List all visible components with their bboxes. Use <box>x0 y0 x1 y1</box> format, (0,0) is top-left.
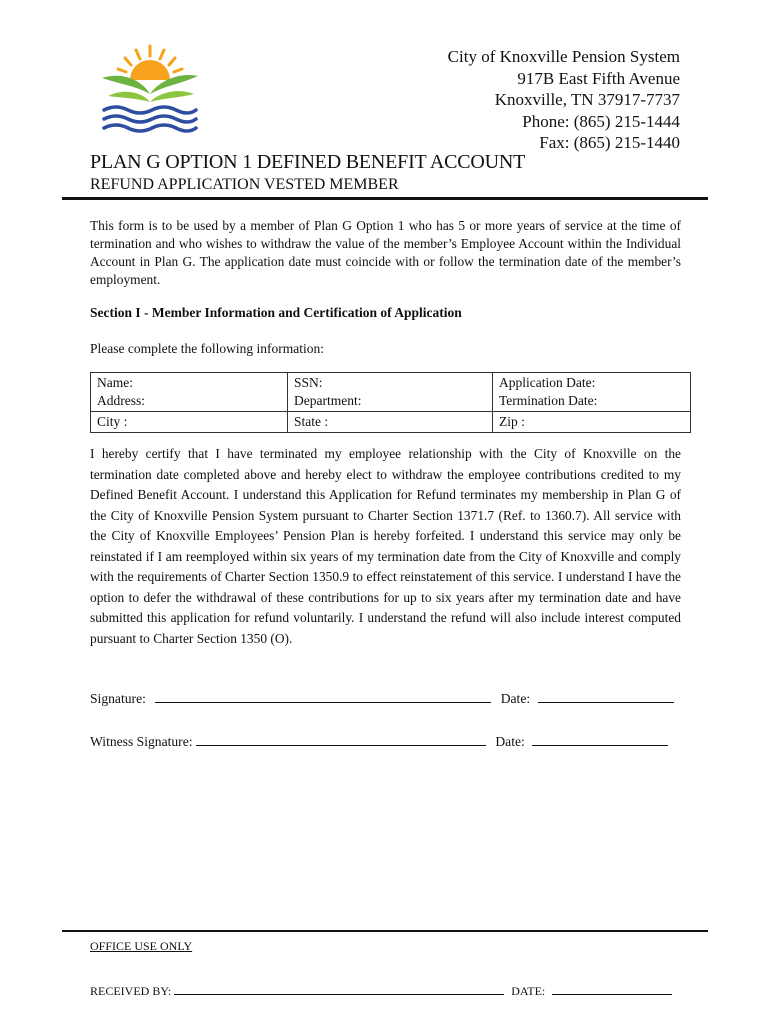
header-divider <box>62 197 708 200</box>
member-info-table <box>90 372 691 433</box>
intro-paragraph: This form is to be used by a member of Plan G Option 1 who has 5 or more years of service at the time of termination and who wishes to withdraw the value of the member’s Employee Account within the Individual Account in Plan G. The application date must coincide with or follow the termination date of the member’s employment. <box>90 218 681 287</box>
fax-number: Fax: (865) 215-1440 <box>539 133 680 152</box>
witness-date-field[interactable] <box>532 730 668 746</box>
name-field[interactable] <box>91 373 288 412</box>
signature-label: Signature: <box>90 691 146 706</box>
street-address: 917B East Fifth Avenue <box>517 68 680 88</box>
witness-signature-line <box>90 730 668 750</box>
form-title: PLAN G OPTION 1 DEFINED BENEFIT ACCOUNT <box>90 151 526 173</box>
office-date-field[interactable] <box>552 982 672 995</box>
office-divider <box>62 930 708 932</box>
address-label: Address: <box>97 393 145 408</box>
received-by-field[interactable] <box>174 982 504 995</box>
signature-date-field[interactable] <box>538 687 674 703</box>
org-name: City of Knoxville Pension System <box>447 47 680 66</box>
ssn-label: SSN: <box>294 375 323 390</box>
water-waves-icon <box>104 107 196 131</box>
application-date-label: Application Date: <box>499 375 596 390</box>
sun-icon <box>118 46 182 80</box>
table-row <box>91 373 691 412</box>
city-logo <box>98 42 202 134</box>
form-subtitle: REFUND APPLICATION VESTED MEMBER <box>90 176 399 193</box>
witness-signature-field[interactable] <box>196 730 486 746</box>
office-date-label: DATE: <box>511 984 546 998</box>
witness-date-label: Date: <box>495 734 525 749</box>
department-label: Department: <box>294 393 362 408</box>
city-state-zip: Knoxville, TN 37917-7737 <box>494 90 680 109</box>
certification-paragraph: I hereby certify that I have terminated my employee relationship with the City of Knoxville on the termination date completed above and hereby elect to withdraw the employee contributions credited to my Defined Benefit Account. I understand this Application for Refund terminates my membership in Plan G of the City of Knoxville Pension System pursuant to Charter Section 1371.7 (Ref. to 1360.7). All service with the City of Knoxville Employees’ Pension Plan is hereby forfeited. I understand this service may only be reinstated if I am reemployed within six years of my termination date from the City of Knoxville and comply with the requirements of Charter Section 1350.9 to effect reinstatement of this service. I understand I have the option to defer the withdrawal of these contributions for up to six years after my termination date and have submitted this application for refund voluntarily. I understand the refund will also include interest computed pursuant to Charter Section 1350 (O). <box>90 446 681 646</box>
signature-line <box>90 687 674 707</box>
application-date-field[interactable] <box>493 373 691 412</box>
phone-number: Phone: (865) 215-1444 <box>522 111 680 131</box>
section-heading: Section I - Member Information and Certification of Application <box>90 305 462 320</box>
city-field[interactable]: City : <box>91 412 288 433</box>
signature-date-label: Date: <box>500 691 531 706</box>
signature-field[interactable] <box>155 687 491 703</box>
office-use-heading: OFFICE USE ONLY <box>90 939 193 953</box>
state-field[interactable]: State : <box>288 412 493 433</box>
instructions-text: Please complete the following information: <box>90 341 324 356</box>
zip-field[interactable]: Zip : <box>493 412 691 433</box>
ssn-field[interactable] <box>288 373 493 412</box>
received-by-label: RECEIVED BY: <box>90 984 172 998</box>
received-by-line <box>90 982 672 999</box>
address-block <box>448 46 680 154</box>
table-row <box>91 412 691 433</box>
name-label: Name: <box>97 375 133 390</box>
witness-signature-label: Witness Signature: <box>90 734 193 749</box>
termination-date-label: Termination Date: <box>499 393 598 408</box>
